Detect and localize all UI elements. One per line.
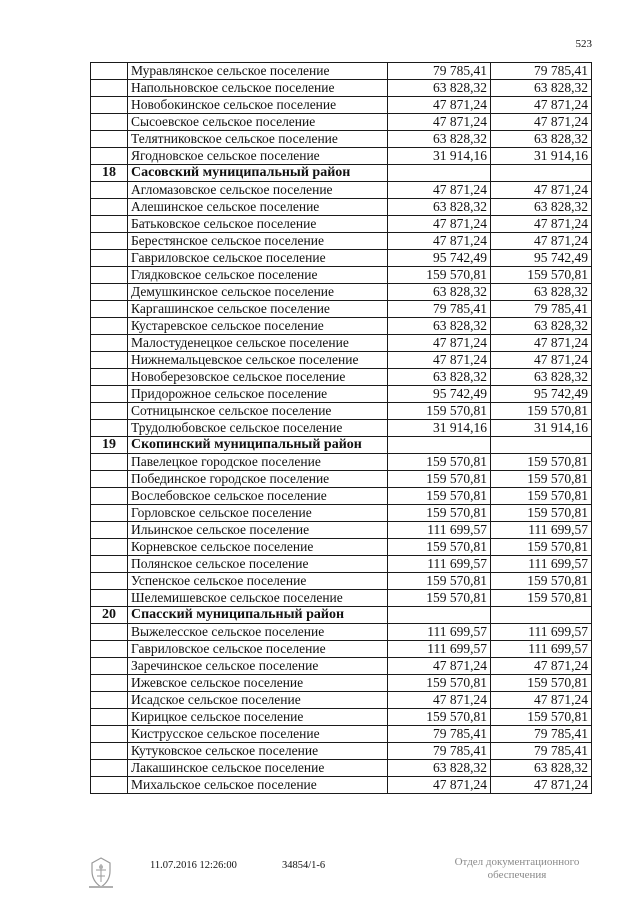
table-row: [91, 488, 592, 505]
amount-column-1: 159 570,81: [388, 675, 491, 692]
table-row: [91, 233, 592, 250]
table-row: [91, 454, 592, 471]
district-number: 19: [91, 437, 128, 454]
settlement-name: Батьковское сельское поселение: [128, 216, 388, 233]
empty-cell: [388, 165, 491, 182]
district-header-row: [91, 607, 592, 624]
amount-column-1: 63 828,32: [388, 318, 491, 335]
table-row: [91, 658, 592, 675]
table-row: [91, 148, 592, 165]
settlement-name: Кутуковское сельское поселение: [128, 743, 388, 760]
amount-column-1: 63 828,32: [388, 284, 491, 301]
amount-column-2: 47 871,24: [491, 97, 592, 114]
amount-column-2: 159 570,81: [491, 505, 592, 522]
settlement-name: Успенское сельское поселение: [128, 573, 388, 590]
amount-column-1: 63 828,32: [388, 760, 491, 777]
amount-column-1: 159 570,81: [388, 488, 491, 505]
table-row: [91, 624, 592, 641]
row-number-cell: [91, 267, 128, 284]
table-row: [91, 250, 592, 267]
amount-column-2: 159 570,81: [491, 590, 592, 607]
amount-column-1: 79 785,41: [388, 63, 491, 80]
amount-column-2: 47 871,24: [491, 182, 592, 199]
settlement-name: Михальское сельское поселение: [128, 777, 388, 794]
table-row: [91, 641, 592, 658]
amount-column-1: 79 785,41: [388, 726, 491, 743]
amount-column-2: 159 570,81: [491, 709, 592, 726]
row-number-cell: [91, 369, 128, 386]
amount-column-2: 159 570,81: [491, 471, 592, 488]
settlement-name: Сысоевское сельское поселение: [128, 114, 388, 131]
settlement-name: Новобокинское сельское поселение: [128, 97, 388, 114]
row-number-cell: [91, 573, 128, 590]
amount-column-2: 111 699,57: [491, 624, 592, 641]
allocation-table-body: [91, 63, 592, 794]
row-number-cell: [91, 675, 128, 692]
settlement-name: Ижевское сельское поселение: [128, 675, 388, 692]
settlement-name: Трудолюбовское сельское поселение: [128, 420, 388, 437]
settlement-name: Ильинское сельское поселение: [128, 522, 388, 539]
amount-column-1: 79 785,41: [388, 301, 491, 318]
row-number-cell: [91, 386, 128, 403]
settlement-name: Киструсское сельское поселение: [128, 726, 388, 743]
amount-column-2: 95 742,49: [491, 386, 592, 403]
settlement-name: Выжелесское сельское поселение: [128, 624, 388, 641]
amount-column-2: 79 785,41: [491, 63, 592, 80]
amount-column-1: 47 871,24: [388, 352, 491, 369]
table-row: [91, 216, 592, 233]
table-row: [91, 777, 592, 794]
row-number-cell: [91, 216, 128, 233]
row-number-cell: [91, 454, 128, 471]
footer-department: [437, 856, 597, 882]
row-number-cell: [91, 80, 128, 97]
table-row: [91, 80, 592, 97]
amount-column-2: 63 828,32: [491, 760, 592, 777]
district-name: Сасовский муниципальный район: [128, 165, 388, 182]
amount-column-1: 47 871,24: [388, 692, 491, 709]
row-number-cell: [91, 658, 128, 675]
table-row: [91, 131, 592, 148]
amount-column-2: 47 871,24: [491, 692, 592, 709]
settlement-name: Вослебовское сельское поселение: [128, 488, 388, 505]
page-footer: [0, 856, 640, 896]
table-row: [91, 573, 592, 590]
row-number-cell: [91, 97, 128, 114]
table-row: [91, 760, 592, 777]
row-number-cell: [91, 624, 128, 641]
amount-column-2: 63 828,32: [491, 199, 592, 216]
amount-column-1: 47 871,24: [388, 335, 491, 352]
amount-column-2: 47 871,24: [491, 233, 592, 250]
amount-column-2: 79 785,41: [491, 743, 592, 760]
table-row: [91, 267, 592, 284]
row-number-cell: [91, 556, 128, 573]
table-row: [91, 352, 592, 369]
amount-column-1: 159 570,81: [388, 454, 491, 471]
settlement-name: Кирицкое сельское поселение: [128, 709, 388, 726]
row-number-cell: [91, 250, 128, 267]
row-number-cell: [91, 471, 128, 488]
amount-column-1: 95 742,49: [388, 386, 491, 403]
settlement-name: Корневское сельское поселение: [128, 539, 388, 556]
district-number: 20: [91, 607, 128, 624]
settlement-name: Кустаревское сельское поселение: [128, 318, 388, 335]
settlement-name: Муравлянское сельское поселение: [128, 63, 388, 80]
district-name: Скопинский муниципальный район: [128, 437, 388, 454]
table-row: [91, 692, 592, 709]
district-header-row: [91, 437, 592, 454]
table-row: [91, 386, 592, 403]
table-row: [91, 471, 592, 488]
amount-column-2: 47 871,24: [491, 216, 592, 233]
amount-column-1: 47 871,24: [388, 233, 491, 250]
settlement-name: Ягодновское сельское поселение: [128, 148, 388, 165]
amount-column-1: 159 570,81: [388, 590, 491, 607]
table-row: [91, 539, 592, 556]
table-row: [91, 726, 592, 743]
settlement-name: Побединское городское поселение: [128, 471, 388, 488]
row-number-cell: [91, 114, 128, 131]
row-number-cell: [91, 301, 128, 318]
row-number-cell: [91, 743, 128, 760]
amount-column-1: 111 699,57: [388, 624, 491, 641]
settlement-name: Павелецкое городское поселение: [128, 454, 388, 471]
amount-column-2: 111 699,57: [491, 522, 592, 539]
amount-column-1: 47 871,24: [388, 114, 491, 131]
row-number-cell: [91, 318, 128, 335]
amount-column-1: 47 871,24: [388, 216, 491, 233]
amount-column-1: 111 699,57: [388, 641, 491, 658]
amount-column-2: 31 914,16: [491, 148, 592, 165]
settlement-name: Новоберезовское сельское поселение: [128, 369, 388, 386]
row-number-cell: [91, 522, 128, 539]
settlement-name: Демушкинское сельское поселение: [128, 284, 388, 301]
settlement-name: Напольновское сельское поселение: [128, 80, 388, 97]
row-number-cell: [91, 131, 128, 148]
settlement-name: Заречинское сельское поселение: [128, 658, 388, 675]
settlement-name: Телятниковское сельское поселение: [128, 131, 388, 148]
page-number: 523: [575, 38, 592, 50]
amount-column-2: 159 570,81: [491, 488, 592, 505]
empty-cell: [388, 607, 491, 624]
row-number-cell: [91, 641, 128, 658]
table-row: [91, 182, 592, 199]
footer-department-line2: обеспечения: [487, 869, 547, 881]
footer-doc-code: 34854/1-6: [282, 860, 326, 871]
table-row: [91, 403, 592, 420]
amount-column-2: 47 871,24: [491, 658, 592, 675]
amount-column-2: 159 570,81: [491, 573, 592, 590]
amount-column-1: 63 828,32: [388, 199, 491, 216]
empty-cell: [491, 437, 592, 454]
amount-column-2: 159 570,81: [491, 454, 592, 471]
amount-column-1: 159 570,81: [388, 709, 491, 726]
row-number-cell: [91, 692, 128, 709]
amount-column-1: 63 828,32: [388, 80, 491, 97]
settlement-name: Малостуденецкое сельское поселение: [128, 335, 388, 352]
row-number-cell: [91, 777, 128, 794]
amount-column-1: 159 570,81: [388, 505, 491, 522]
row-number-cell: [91, 539, 128, 556]
amount-column-1: 79 785,41: [388, 743, 491, 760]
footer-department-line1: Отдел документационного: [454, 856, 580, 868]
row-number-cell: [91, 590, 128, 607]
table-row: [91, 369, 592, 386]
row-number-cell: [91, 403, 128, 420]
row-number-cell: [91, 709, 128, 726]
amount-column-2: 63 828,32: [491, 284, 592, 301]
row-number-cell: [91, 63, 128, 80]
table-row: [91, 199, 592, 216]
settlement-name: Полянское сельское поселение: [128, 556, 388, 573]
amount-column-2: 111 699,57: [491, 556, 592, 573]
empty-cell: [491, 165, 592, 182]
amount-column-2: 63 828,32: [491, 318, 592, 335]
settlement-name: Гавриловское сельское поселение: [128, 250, 388, 267]
amount-column-2: 63 828,32: [491, 131, 592, 148]
settlement-name: Гавриловское сельское поселение: [128, 641, 388, 658]
district-name: Спасский муниципальный район: [128, 607, 388, 624]
amount-column-1: 159 570,81: [388, 471, 491, 488]
table-row: [91, 675, 592, 692]
amount-column-1: 111 699,57: [388, 556, 491, 573]
table-row: [91, 556, 592, 573]
settlement-name: Придорожное сельское поселение: [128, 386, 388, 403]
amount-column-1: 31 914,16: [388, 420, 491, 437]
allocation-table: [90, 62, 592, 794]
amount-column-2: 111 699,57: [491, 641, 592, 658]
table-row: [91, 743, 592, 760]
table-row: [91, 590, 592, 607]
row-number-cell: [91, 488, 128, 505]
amount-column-1: 63 828,32: [388, 131, 491, 148]
amount-column-1: 111 699,57: [388, 522, 491, 539]
amount-column-1: 159 570,81: [388, 267, 491, 284]
amount-column-2: 63 828,32: [491, 369, 592, 386]
amount-column-1: 47 871,24: [388, 777, 491, 794]
amount-column-1: 47 871,24: [388, 658, 491, 675]
row-number-cell: [91, 505, 128, 522]
amount-column-1: 159 570,81: [388, 539, 491, 556]
row-number-cell: [91, 182, 128, 199]
amount-column-2: 159 570,81: [491, 403, 592, 420]
settlement-name: Исадское сельское поселение: [128, 692, 388, 709]
amount-column-2: 159 570,81: [491, 267, 592, 284]
footer-datetime: 11.07.2016 12:26:00: [150, 860, 237, 871]
district-header-row: [91, 165, 592, 182]
coat-of-arms-icon: [86, 856, 116, 890]
row-number-cell: [91, 199, 128, 216]
amount-column-2: 159 570,81: [491, 539, 592, 556]
table-row: [91, 420, 592, 437]
settlement-name: Лакашинское сельское поселение: [128, 760, 388, 777]
amount-column-1: 159 570,81: [388, 403, 491, 420]
amount-column-2: 47 871,24: [491, 114, 592, 131]
settlement-name: Сотницынское сельское поселение: [128, 403, 388, 420]
amount-column-1: 159 570,81: [388, 573, 491, 590]
amount-column-2: 47 871,24: [491, 335, 592, 352]
amount-column-2: 79 785,41: [491, 726, 592, 743]
settlement-name: Нижнемальцевское сельское поселение: [128, 352, 388, 369]
table-row: [91, 97, 592, 114]
amount-column-2: 95 742,49: [491, 250, 592, 267]
amount-column-1: 63 828,32: [388, 369, 491, 386]
table-row: [91, 505, 592, 522]
settlement-name: Шелемишевское сельское поселение: [128, 590, 388, 607]
settlement-name: Алешинское сельское поселение: [128, 199, 388, 216]
amount-column-2: 47 871,24: [491, 777, 592, 794]
settlement-name: Глядковское сельское поселение: [128, 267, 388, 284]
amount-column-2: 47 871,24: [491, 352, 592, 369]
amount-column-1: 31 914,16: [388, 148, 491, 165]
row-number-cell: [91, 148, 128, 165]
table-row: [91, 709, 592, 726]
table-row: [91, 335, 592, 352]
amount-column-2: 31 914,16: [491, 420, 592, 437]
table-row: [91, 114, 592, 131]
amount-column-1: 47 871,24: [388, 182, 491, 199]
settlement-name: Берестянское сельское поселение: [128, 233, 388, 250]
amount-column-1: 47 871,24: [388, 97, 491, 114]
row-number-cell: [91, 233, 128, 250]
row-number-cell: [91, 726, 128, 743]
settlement-name: Каргашинское сельское поселение: [128, 301, 388, 318]
table-row: [91, 284, 592, 301]
row-number-cell: [91, 284, 128, 301]
empty-cell: [388, 437, 491, 454]
amount-column-2: 159 570,81: [491, 675, 592, 692]
row-number-cell: [91, 760, 128, 777]
table-row: [91, 522, 592, 539]
table-row: [91, 301, 592, 318]
amount-column-2: 63 828,32: [491, 80, 592, 97]
amount-column-1: 95 742,49: [388, 250, 491, 267]
row-number-cell: [91, 335, 128, 352]
row-number-cell: [91, 352, 128, 369]
empty-cell: [491, 607, 592, 624]
district-number: 18: [91, 165, 128, 182]
row-number-cell: [91, 420, 128, 437]
settlement-name: Агломазовское сельское поселение: [128, 182, 388, 199]
amount-column-2: 79 785,41: [491, 301, 592, 318]
table-row: [91, 318, 592, 335]
table-row: [91, 63, 592, 80]
settlement-name: Горловское сельское поселение: [128, 505, 388, 522]
